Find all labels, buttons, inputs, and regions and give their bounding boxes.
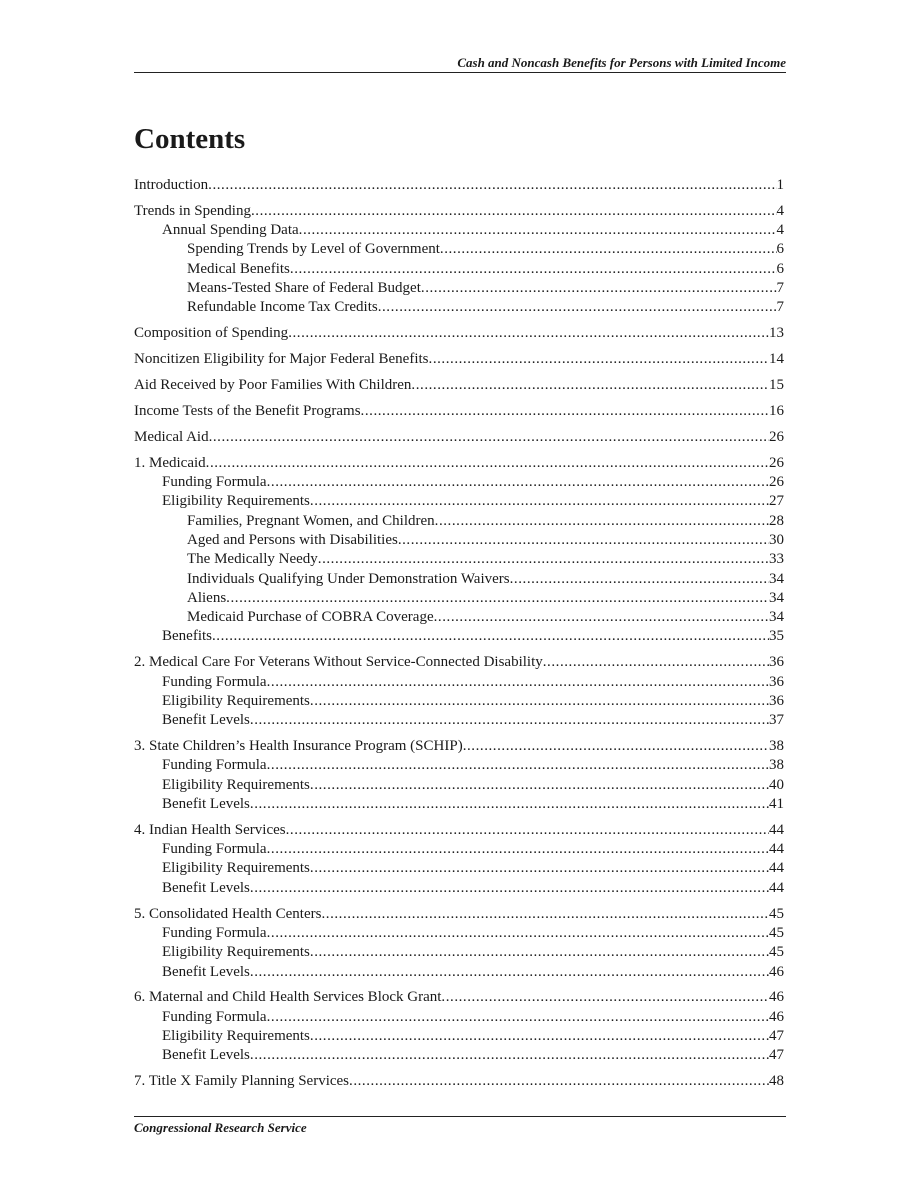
toc-entry-label: Eligibility Requirements xyxy=(162,493,310,510)
toc-entry[interactable] xyxy=(134,324,784,343)
dot-leader xyxy=(321,905,769,924)
dot-leader xyxy=(421,279,777,298)
toc-entry[interactable] xyxy=(134,963,784,982)
dot-leader xyxy=(429,350,769,369)
toc-entry-page-number: 36 xyxy=(769,673,784,690)
toc-entry[interactable] xyxy=(134,550,784,569)
dot-leader xyxy=(250,1046,769,1065)
dot-leader xyxy=(251,202,777,221)
footer-divider xyxy=(134,1116,786,1117)
toc-entry-page-number: 45 xyxy=(769,924,784,941)
dot-leader xyxy=(250,879,769,898)
dot-leader xyxy=(212,627,769,646)
running-header: Cash and Noncash Benefits for Persons with Limited Income xyxy=(457,55,786,70)
toc-entry[interactable] xyxy=(134,279,784,298)
toc-entry-label: Funding Formula xyxy=(162,757,267,774)
toc-entry-label: Benefit Levels xyxy=(162,795,250,812)
dot-leader xyxy=(267,924,769,943)
dot-leader xyxy=(267,473,769,492)
toc-entry-page-number: 7 xyxy=(776,280,784,297)
toc-entry-label: Aged and Persons with Disabilities xyxy=(187,531,398,548)
toc-entry[interactable] xyxy=(134,859,784,878)
toc-entry-label: Spending Trends by Level of Government xyxy=(187,241,440,258)
toc-entry-label: Medical Aid xyxy=(134,428,209,445)
running-footer: Congressional Research Service xyxy=(134,1120,307,1135)
toc-entry-label: Funding Formula xyxy=(162,673,267,690)
dot-leader xyxy=(288,324,769,343)
toc-entry-page-number: 46 xyxy=(769,1008,784,1025)
toc-entry[interactable] xyxy=(134,350,784,369)
toc-entry-page-number: 34 xyxy=(769,609,784,626)
toc-entry[interactable] xyxy=(134,1008,784,1027)
toc-entry-page-number: 15 xyxy=(769,377,784,394)
dot-leader xyxy=(310,1027,769,1046)
toc-entry[interactable] xyxy=(134,202,784,221)
toc-entry[interactable] xyxy=(134,821,784,840)
toc-entry-page-number: 34 xyxy=(769,589,784,606)
toc-entry-page-number: 28 xyxy=(769,512,784,529)
dot-leader xyxy=(310,943,769,962)
dot-leader xyxy=(543,653,769,672)
toc-entry-label: Funding Formula xyxy=(162,924,267,941)
toc-entry-page-number: 30 xyxy=(769,531,784,548)
toc-entry-label: Benefit Levels xyxy=(162,712,250,729)
toc-entry-label: Noncitizen Eligibility for Major Federal Benefits xyxy=(134,351,429,368)
toc-entry-page-number: 34 xyxy=(769,570,784,587)
dot-leader xyxy=(440,240,777,259)
dot-leader xyxy=(434,608,769,627)
toc-entry[interactable] xyxy=(134,905,784,924)
toc-entry-label: Benefits xyxy=(162,628,212,645)
toc-entry-page-number: 16 xyxy=(769,402,784,419)
toc-entry[interactable] xyxy=(134,221,784,240)
dot-leader xyxy=(310,492,769,511)
toc-entry-label: Annual Spending Data xyxy=(162,222,299,239)
dot-leader xyxy=(318,550,769,569)
toc-entry-label: Medicaid Purchase of COBRA Coverage xyxy=(187,609,434,626)
toc-entry-page-number: 40 xyxy=(769,776,784,793)
dot-leader xyxy=(206,454,769,473)
dot-leader xyxy=(435,512,769,531)
page-title: Contents xyxy=(134,123,246,155)
toc-entry[interactable] xyxy=(134,879,784,898)
toc-entry-label: The Medically Needy xyxy=(187,551,318,568)
toc-entry[interactable] xyxy=(134,608,784,627)
toc-entry-label: Eligibility Requirements xyxy=(162,944,310,961)
toc-entry-page-number: 46 xyxy=(769,963,784,980)
toc-entry-label: 2. Medical Care For Veterans Without Service-Connected Disability xyxy=(134,654,543,671)
toc-entry[interactable] xyxy=(134,531,784,550)
toc-entry-page-number: 45 xyxy=(769,905,784,922)
dot-leader xyxy=(267,673,769,692)
toc-entry-label: Eligibility Requirements xyxy=(162,1028,310,1044)
toc-entry[interactable] xyxy=(134,673,784,692)
toc-entry-label: Benefit Levels xyxy=(162,1047,250,1064)
toc-entry-page-number: 45 xyxy=(769,944,784,961)
toc-entry-page-number: 14 xyxy=(769,351,784,368)
toc-entry-label: 5. Consolidated Health Centers xyxy=(134,905,322,922)
toc-entry[interactable] xyxy=(134,589,784,608)
dot-leader xyxy=(299,221,777,240)
toc-entry-page-number: 35 xyxy=(769,628,784,645)
toc-entry[interactable] xyxy=(134,795,784,814)
toc-entry-page-number: 33 xyxy=(769,551,784,568)
toc-entry-page-number: 6 xyxy=(776,260,784,277)
toc-entry[interactable] xyxy=(134,737,784,756)
dot-leader xyxy=(361,402,769,421)
toc-entry-page-number: 6 xyxy=(776,241,784,258)
toc-entry-label: Funding Formula xyxy=(162,1008,267,1025)
toc-entry-label: Eligibility Requirements xyxy=(162,776,310,793)
toc-entry-label: Medical Benefits xyxy=(187,260,290,277)
dot-leader xyxy=(267,756,769,775)
toc-entry-label: Composition of Spending xyxy=(134,325,289,342)
toc-entry-label: Benefit Levels xyxy=(162,963,250,980)
toc-entry-page-number: 44 xyxy=(769,841,784,858)
toc-entry-page-number: 46 xyxy=(769,989,784,1006)
toc-entry-page-number: 44 xyxy=(769,821,784,838)
dot-leader xyxy=(267,1008,769,1027)
dot-leader xyxy=(378,298,777,317)
toc-entry-label: 3. State Children’s Health Insurance Program (SCHIP) xyxy=(134,738,463,755)
toc-entry[interactable] xyxy=(134,840,784,859)
toc-entry-page-number: 4 xyxy=(776,202,784,219)
toc-entry-page-number: 36 xyxy=(769,692,784,709)
toc-entry-label: Introduction xyxy=(134,177,209,193)
toc-entry[interactable] xyxy=(134,240,784,259)
toc-entry-page-number: 26 xyxy=(769,428,784,445)
toc-entry-label: 4. Indian Health Services xyxy=(134,821,286,838)
toc-entry[interactable] xyxy=(134,653,784,672)
dot-leader xyxy=(267,840,769,859)
toc-entry-label: 7. Title X Family Planning Services xyxy=(134,1073,350,1090)
toc-entry-label: Funding Formula xyxy=(162,841,267,858)
dot-leader xyxy=(510,570,769,589)
toc-entry-label: Individuals Qualifying Under Demonstration Waivers xyxy=(187,570,510,587)
toc-entry[interactable] xyxy=(134,711,784,730)
dot-leader xyxy=(209,428,769,447)
toc-entry[interactable] xyxy=(134,260,784,279)
toc-entry-label: Funding Formula xyxy=(162,474,267,491)
dot-leader xyxy=(398,531,769,550)
toc-entry-page-number: 44 xyxy=(769,879,784,896)
dot-leader xyxy=(226,589,769,608)
dot-leader xyxy=(411,376,769,395)
dot-leader xyxy=(310,859,769,878)
toc-entry-page-number: 7 xyxy=(776,299,784,316)
toc-entry[interactable] xyxy=(134,570,784,589)
toc-entry-page-number: 1 xyxy=(776,177,784,193)
toc-entry-label: Income Tests of the Benefit Programs xyxy=(134,402,361,419)
toc-entry[interactable] xyxy=(134,298,784,317)
toc-entry-page-number: 27 xyxy=(769,493,784,510)
toc-entry-page-number: 37 xyxy=(769,712,784,729)
toc-entry-page-number: 26 xyxy=(769,454,784,471)
toc-entry-page-number: 36 xyxy=(769,654,784,671)
toc-entry-label: 6. Maternal and Child Health Services Block Grant xyxy=(134,989,442,1006)
toc-entry-page-number: 38 xyxy=(769,757,784,774)
toc-entry[interactable] xyxy=(134,402,784,421)
toc-entry[interactable] xyxy=(134,454,784,473)
toc-entry-label: Eligibility Requirements xyxy=(162,692,310,709)
toc-entry-page-number: 41 xyxy=(769,795,784,812)
toc-entry[interactable] xyxy=(134,756,784,775)
toc-entry[interactable] xyxy=(134,176,784,195)
dot-leader xyxy=(286,821,769,840)
toc-entry-page-number: 47 xyxy=(769,1047,784,1064)
dot-leader xyxy=(250,795,769,814)
toc-entry[interactable] xyxy=(134,428,784,447)
toc-entry[interactable] xyxy=(134,692,784,711)
toc-entry[interactable] xyxy=(134,376,784,395)
table-of-contents xyxy=(134,176,784,1091)
toc-entry[interactable] xyxy=(134,627,784,646)
dot-leader xyxy=(310,692,769,711)
toc-entry[interactable] xyxy=(134,776,784,795)
toc-entry-label: Benefit Levels xyxy=(162,879,250,896)
toc-entry[interactable] xyxy=(134,1027,784,1046)
toc-entry[interactable] xyxy=(134,473,784,492)
toc-entry-label: Aliens xyxy=(187,589,227,606)
toc-entry-page-number: 26 xyxy=(769,474,784,491)
dot-leader xyxy=(208,176,776,195)
dot-leader xyxy=(463,737,769,756)
toc-entry-page-number: 38 xyxy=(769,738,784,755)
toc-entry-label: 1. Medicaid xyxy=(134,454,206,471)
toc-entry-page-number: 13 xyxy=(769,325,784,342)
toc-entry[interactable] xyxy=(134,492,784,511)
toc-entry-label: Families, Pregnant Women, and Children xyxy=(187,512,435,529)
toc-entry-label: Aid Received by Poor Families With Children xyxy=(134,377,412,394)
toc-entry-page-number: 48 xyxy=(769,1073,784,1090)
dot-leader xyxy=(290,260,777,279)
toc-entry-label: Trends in Spending xyxy=(134,202,251,219)
toc-entry[interactable] xyxy=(134,512,784,531)
dot-leader xyxy=(250,711,769,730)
dot-leader xyxy=(441,988,769,1007)
toc-entry[interactable] xyxy=(134,924,784,943)
toc-entry-label: Means-Tested Share of Federal Budget xyxy=(187,280,421,297)
toc-entry[interactable] xyxy=(134,988,784,1007)
toc-entry-label: Refundable Income Tax Credits xyxy=(187,299,378,316)
toc-entry[interactable] xyxy=(134,1072,784,1091)
header-divider xyxy=(134,72,786,73)
toc-entry-label: Eligibility Requirements xyxy=(162,860,310,877)
dot-leader xyxy=(349,1072,769,1091)
dot-leader xyxy=(310,776,769,795)
toc-entry-page-number: 47 xyxy=(769,1028,784,1044)
toc-entry-page-number: 4 xyxy=(776,222,784,239)
dot-leader xyxy=(250,963,769,982)
toc-entry-page-number: 44 xyxy=(769,860,784,877)
toc-entry[interactable] xyxy=(134,943,784,962)
toc-entry[interactable] xyxy=(134,1046,784,1065)
